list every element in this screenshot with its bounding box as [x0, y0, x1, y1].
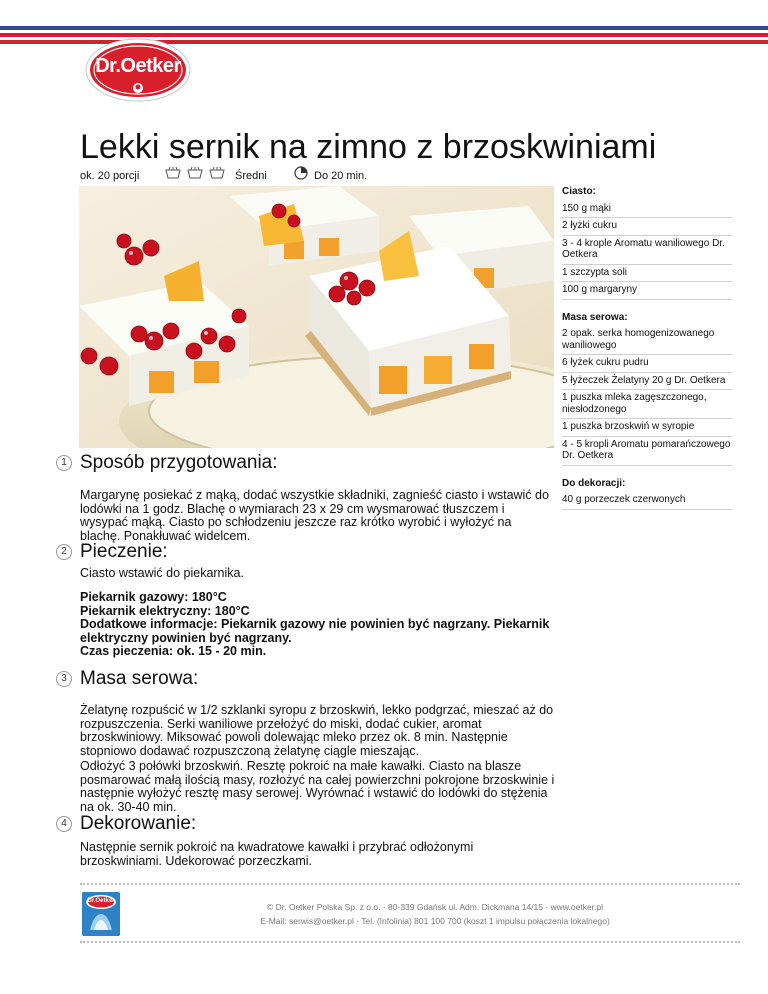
footer-divider-bottom: [80, 941, 740, 943]
ingredient-item: 100 g margaryny: [562, 282, 732, 300]
additional-info: Dodatkowe informacje: Piekarnik gazowy nie powinien być nagrzany. Piekarnik elektryczny powinien być nagrzany.: [80, 617, 550, 645]
difficulty-text: Średni: [235, 170, 267, 182]
ingredient-group: [562, 186, 732, 300]
ingredient-group: [562, 312, 732, 466]
ingredient-item: 2 opak. serka homogenizowanego waniliowego: [562, 326, 732, 355]
step-title: Sposób przygotowania:: [80, 452, 278, 473]
step-2-text: Ciasto wstawić do piekarnika.: [80, 566, 244, 580]
ingredient-item: 5 łyżeczek Żelatyny 20 g Dr. Oetkera: [562, 373, 732, 391]
baking-time: Czas pieczenia: ok. 15 - 20 min.: [80, 644, 267, 658]
ingredient-item: 2 łyżki cukru: [562, 218, 732, 236]
baking-info: [80, 591, 555, 659]
step-title: Pieczenie:: [80, 541, 168, 562]
ingredients-sidebar: [562, 186, 732, 522]
footer-divider-top: [80, 883, 740, 885]
ingredient-item: 1 puszka mleka zagęszczonego, niesłodzonego: [562, 390, 732, 419]
ingredient-group-heading: Masa serowa:: [562, 311, 628, 323]
step-title: Dekorowanie:: [80, 813, 197, 834]
ingredient-item: 40 g porzeczek czerwonych: [562, 492, 732, 510]
step-1-text: Margarynę posiekać z mąką, dodać wszystkie składniki, zagnieść ciasto i wstawić do lodówki na 1 godz. Blachę o wymiarach 23 x 29 cm wysmarować tłuszczem i wysypać mąką. Ciasto po schłodzeniu jeszcze raz krótko wyrobić i wyłożyć na blachę. Ponakłuwać widelcem.: [80, 488, 549, 543]
ingredient-item: 1 puszka brzoskwiń w syropie: [562, 419, 732, 437]
ingredient-item: 4 - 5 kropli Aromatu pomarańczowego Dr. Oetkera: [562, 437, 732, 466]
ingredient-group-heading: Ciasto:: [562, 186, 596, 197]
cheesecake-photo: [79, 186, 554, 448]
electric-oven: Piekarnik elektryczny: 180°C: [80, 603, 250, 618]
logo-text: Dr.Oetker: [95, 55, 181, 77]
clock-icon: [294, 166, 308, 183]
step-number: 4: [56, 816, 72, 832]
step-4-text: Następnie sernik pokroić na kwadratowe kawałki i przybrać odłożonymi brzoskwiniami. Udekorować porzeczkami.: [80, 840, 474, 868]
ingredient-item: 6 łyżek cukru pudru: [562, 355, 732, 373]
footer-logo: [82, 892, 120, 936]
footer-contact: E-Mail: serwis@oetker.pl · Tel. (Infolinia) 801 100 700 (koszt 1 impulsu połączenia lokalnego): [260, 916, 610, 926]
difficulty-icons: [165, 166, 229, 183]
footer-address: © Dr. Oetker Polska Sp. z o.o. · 80-339 Gdańsk ul. Adm. Dickmana 14/15 · www.oetker.pl: [266, 902, 604, 912]
stripe-red-1: [0, 33, 768, 37]
recipe-title: Lekki sernik na zimno z brzoskwiniami: [80, 128, 657, 166]
ingredient-item: 150 g mąki: [562, 201, 732, 219]
step-number: 3: [56, 671, 72, 687]
portions-text: ok. 20 porcji: [80, 170, 140, 182]
footer-logo-text: Dr.Oetker: [87, 898, 115, 904]
ingredient-group-heading: Do dekoracji:: [562, 477, 626, 489]
step-number: 1: [56, 455, 72, 471]
time-text: Do 20 min.: [314, 170, 368, 182]
step-3-text-2: Odłożyć 3 połówki brzoskwiń. Resztę pokroić na małe kawałki. Ciasto na blasze posmarować małą ilością masy, rozłożyć na całej powierzchni pokrojone brzoskwinie i następnie wyłożyć resztę masy serowej. Wyrównać i wstawić do lodówki do stężenia na ok. 30-40 min.: [80, 759, 555, 814]
stripe-blue: [0, 26, 768, 30]
dr-oetker-logo: [85, 38, 191, 102]
gas-oven: Piekarnik gazowy: 180°C: [80, 590, 227, 604]
step-3-text-1: Żelatynę rozpuścić w 1/2 szklanki syropu z brzoskwiń, lekko podgrzać, mieszać aż do rozpuszczenia. Serki waniliowe przełożyć do miski, dodać cukier, aromat brzoskwiniowy. Miksować powoli dolewając mleko przez ok. 8 min. Następnie stopniowo dodawać rozpuszczoną żelatynę ciągle mieszając.: [80, 703, 554, 758]
step-number: 2: [56, 544, 72, 560]
ingredient-item: 1 szczypta soli: [562, 265, 732, 283]
ingredient-group: [562, 478, 732, 510]
ingredient-item: 3 - 4 krople Aromatu waniliowego Dr. Oetkera: [562, 236, 732, 265]
step-title: Masa serowa:: [80, 668, 199, 689]
